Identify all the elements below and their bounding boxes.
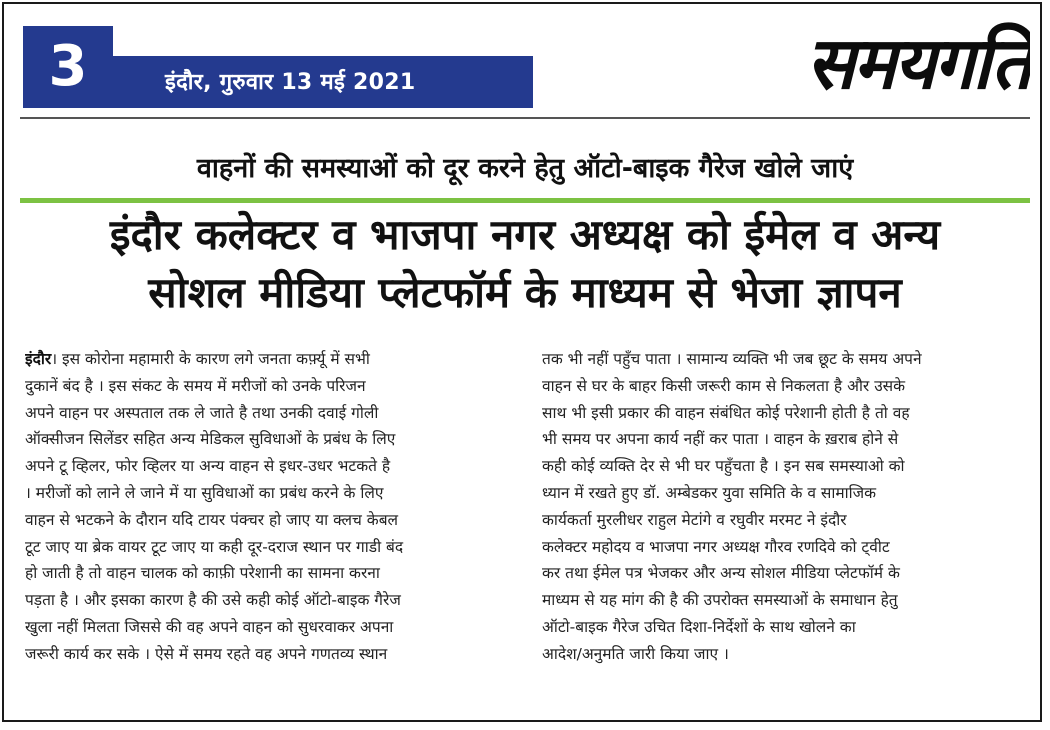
body-line: पड़ता है । और इसका कारण है की उसे कही कोई ऑटो-बाइक गैरेज xyxy=(25,591,401,610)
body-text: । इस कोरोना महामारी के कारण लगे जनता कर्फ़्यू में सभी xyxy=(51,350,370,368)
article-column-right xyxy=(542,346,1028,668)
body-line: अपने टू व्हिलर, फोर व्हिलर या अन्य वाहन से इधर-उधर भटकते है xyxy=(25,457,391,476)
body-line: दुकानें बंद है । इस संकट के समय में मरीजों को उनके परिजन xyxy=(25,376,366,395)
green-divider xyxy=(20,198,1030,203)
body-line: जरूरी कार्य कर सके । ऐसे में समय रहते वह अपने गणतव्य स्थान xyxy=(25,644,388,663)
body-line: अपने वाहन पर अस्पताल तक ले जाते है तथा उनकी दवाई गोली xyxy=(25,403,379,422)
body-line: ध्यान में रखते हुए डॉ. अम्बेडकर युवा समिति के व सामाजिक xyxy=(542,483,877,502)
body-line: ऑक्सीजन सिलेंडर सहित अन्य मेडिकल सुविधाओं के प्रबंध के लिए xyxy=(25,430,396,449)
main-headline xyxy=(20,206,1030,322)
body-line: टूट जाए या ब्रेक वायर टूट जाए या कही दूर-दराज स्थान पर गाडी बंद xyxy=(25,537,404,556)
body-line: कलेक्टर महोदय व भाजपा नगर अध्यक्ष गौरव रणदिवे को ट्वीट xyxy=(542,537,890,556)
body-line: भी समय पर अपना कार्य नहीं कर पाता । वाहन के ख़राब होने से xyxy=(542,430,899,449)
body-line: ऑटो-बाइक गैरेज उचित दिशा-निर्देशों के साथ खोलने का xyxy=(542,617,856,636)
body-line: कर तथा ईमेल पत्र भेजकर और अन्य सोशल मीडिया प्लेटफॉर्म के xyxy=(542,564,900,583)
body-line: साथ भी इसी प्रकार की वाहन संबंधित कोई परेशानी होती है तो वह xyxy=(542,403,910,422)
dateline-bar xyxy=(113,56,533,108)
body-line: वाहन से भटकने के दौरान यदि टायर पंक्चर हो जाए या क्लच केबल xyxy=(25,510,399,529)
body-line: खुला नहीं मिलता जिससे की वह अपने वाहन को सुधरवाकर अपना xyxy=(25,617,394,636)
body-line: कार्यकर्ता मुरलीधर राहुल मेटांगे व रघुवीर मरमट ने इंदौर xyxy=(542,510,847,529)
headline-line: सोशल मीडिया प्लेटफॉर्म के माध्यम से भेजा ज्ञापन xyxy=(148,268,902,317)
masthead xyxy=(20,21,1030,116)
kicker-headline: वाहनों की समस्याओं को दूर करने हेतु ऑटो-बाइक गैरेज खोले जाएं xyxy=(196,153,854,184)
masthead-divider xyxy=(20,117,1030,119)
article-column-left xyxy=(25,346,505,668)
body-line: कही कोई व्यक्ति देर से भी घर पहुँचता है । इन सब समस्याओ को xyxy=(542,457,905,476)
body-line: तक भी नहीं पहुँच पाता । सामान्य व्यक्ति भी जब छूट के समय अपने xyxy=(542,350,922,368)
dateline-lead: इंदौर xyxy=(25,350,52,368)
body-line: वाहन से घर के बाहर किसी जरूरी काम से निकलता है और उसके xyxy=(542,376,906,395)
body-line: आदेश/अनुमति जारी किया जाए । xyxy=(542,644,729,663)
dateline: इंदौर, गुरुवार 13 मई 2021 xyxy=(165,70,416,95)
body-line: । मरीजों को लाने ले जाने में या सुविधाओं का प्रबंध करने के लिए xyxy=(25,483,384,502)
newspaper-logo: समयगति xyxy=(806,21,1030,105)
headline-line: इंदौर कलेक्टर व भाजपा नगर अध्यक्ष को ईमेल व अन्य xyxy=(109,210,941,259)
page-number: 3 xyxy=(23,26,113,108)
body-line: हो जाती है तो वाहन चालक को काफ़ी परेशानी का सामना करना xyxy=(25,564,380,583)
body-line xyxy=(25,346,505,373)
body-line: माध्यम से यह मांग की है की उपरोक्त समस्याओं के समाधान हेतु xyxy=(542,591,898,610)
